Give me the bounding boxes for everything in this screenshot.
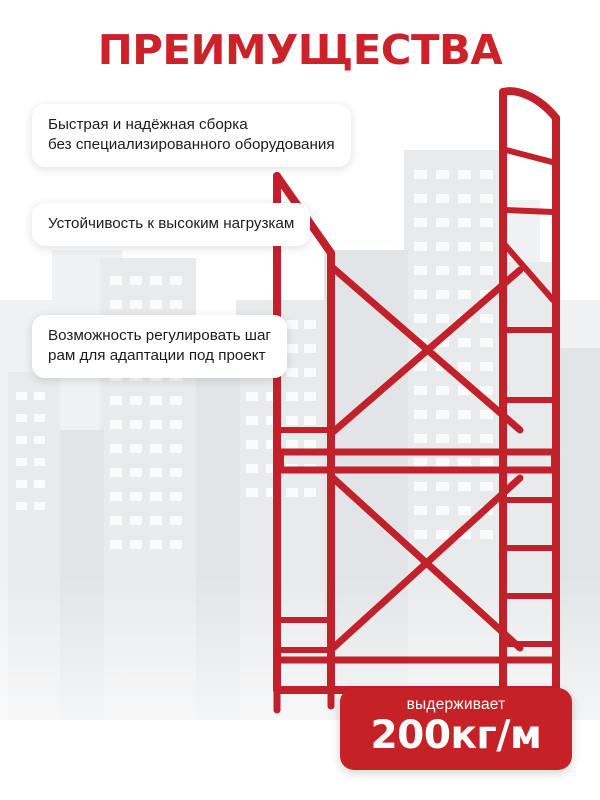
page-title: ПРЕИМУЩЕСТВА xyxy=(97,26,503,74)
feature-callout-2 xyxy=(32,203,310,246)
feature-callout-1 xyxy=(32,104,351,167)
load-capacity-badge xyxy=(340,688,572,770)
feature-1-line-1: Быстрая и надёжная сборка xyxy=(48,116,248,133)
capacity-value: 200кг/м xyxy=(370,713,542,758)
feature-1-line-2: без специализированного оборудования xyxy=(48,136,335,154)
feature-3-line-1: Возможность регулировать шаг xyxy=(48,327,271,344)
feature-2-line-1: Устойчивость к высоким нагрузкам xyxy=(48,215,295,232)
capacity-label: выдерживает xyxy=(406,696,506,713)
feature-3-line-2: рам для адаптации под проект xyxy=(48,347,266,365)
feature-callout-3 xyxy=(32,315,287,378)
